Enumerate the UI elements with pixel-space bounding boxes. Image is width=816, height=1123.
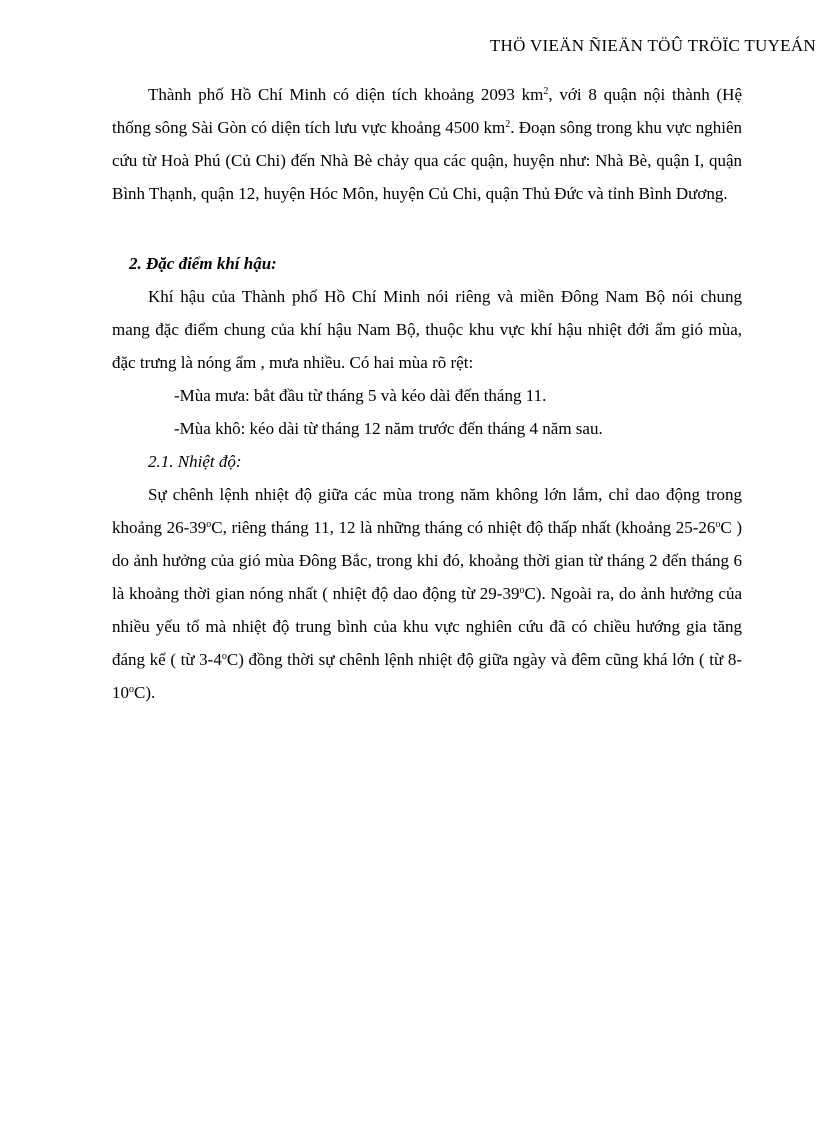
intro-paragraph bbox=[112, 78, 742, 210]
page-header: THÖ VIEÄN ÑIEÄN TÖÛ TRÖÏC TUYEÁN bbox=[489, 36, 816, 55]
degree-sign: o bbox=[206, 519, 212, 530]
superscript: 2 bbox=[543, 86, 549, 97]
degree-sign: o bbox=[129, 684, 134, 695]
degree-sign: o bbox=[221, 651, 227, 662]
document-body bbox=[112, 78, 742, 709]
temperature-text-1: Sự chênh lệnh nhiệt độ giữa các mùa trong năm không lớn lắm, chỉ dao động trong khoảng 26-39 bbox=[112, 485, 742, 537]
intro-text-1: Thành phố Hồ Chí Minh có diện tích khoảng 2093 km bbox=[148, 85, 544, 104]
degree-sign: o bbox=[715, 519, 721, 530]
intro-text-3: . Đoạn sông trong khu vực nghiên cứu từ Hoà Phú (Củ Chi) đến Nhà Bè chảy qua các quận, huyện như: Nhà Bè, quận I, quận Bình Thạnh, quận 12, huyện Hóc Môn, huyện Củ Chi, quận Thủ Đức và tỉnh Bình Dương. bbox=[112, 118, 742, 203]
degree-sign: o bbox=[519, 585, 525, 596]
section-heading-climate: 2. Đặc điểm khí hậu: bbox=[129, 254, 277, 273]
list-item-rainy-season: -Mùa mưa: bắt đầu từ tháng 5 và kéo dài đến tháng 11. bbox=[174, 386, 547, 405]
list-item-dry-season: -Mùa khô: kéo dài từ tháng 12 năm trước đến tháng 4 năm sau. bbox=[174, 419, 603, 438]
climate-paragraph: Khí hậu của Thành phố Hồ Chí Minh nói riêng và miền Đông Nam Bộ nói chung mang đặc điểm chung của khí hậu Nam Bộ, thuộc khu vực khí hậu nhiệt đới ẩm gió mùa, đặc trưng là nóng ẩm , mưa nhiều. Có hai mùa rõ rệt: bbox=[112, 287, 742, 372]
temperature-text-6: C). bbox=[134, 683, 156, 702]
intro-text-2: , với 8 quận nội thành (Hệ thống sông Sài Gòn có diện tích lưu vực khoảng 4500 km bbox=[112, 85, 742, 137]
superscript: 2 bbox=[505, 119, 511, 130]
temperature-text-2: C, riêng tháng 11, 12 là những tháng có nhiệt độ thấp nhất (khoảng 25-26 bbox=[211, 518, 716, 537]
temperature-text-5: C) đồng thời sự chênh lệnh nhiệt độ giữa ngày và đêm cũng khá lớn ( từ 8-10 bbox=[112, 650, 742, 702]
temperature-text-3: C ) do ảnh hưởng của gió mùa Đông Bắc, trong khi đó, khoảng thời gian từ tháng 2 đến tháng 6 là khoảng thời gian nóng nhất ( nhiệt độ dao động từ 29-39 bbox=[112, 518, 742, 603]
subsection-heading-temperature: 2.1. Nhiệt độ: bbox=[148, 452, 242, 471]
temperature-text-4: C). Ngoài ra, do ảnh hưởng của nhiều yếu tố mà nhiệt độ trung bình của khu vực nghiên cứu đã có chiều hướng gia tăng đáng kể ( từ 3-4 bbox=[112, 584, 742, 669]
temperature-paragraph bbox=[112, 478, 742, 709]
